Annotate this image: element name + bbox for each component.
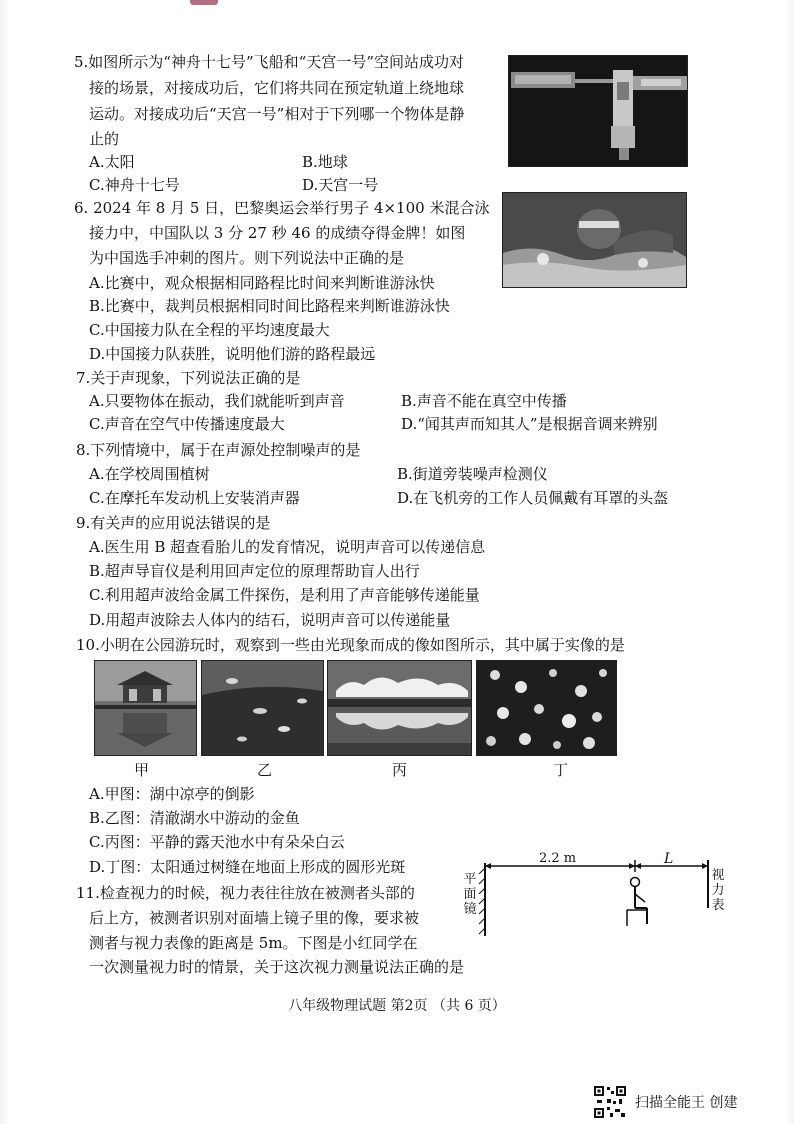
q5-line-1: 5.如图所示为“神舟十七号”飞船和“天宫一号”空间站成功对	[74, 53, 464, 71]
q6-option-d: D.中国接力队获胜，说明他们游的路程最远	[89, 345, 376, 363]
page-footer: 八年级物理试题 第2页 （共 6 页）	[288, 998, 506, 1014]
q8-stem: 8.下列情境中，属于在声源处控制噪声的是	[76, 441, 361, 459]
q8-option-a: A.在学校周围植树	[89, 465, 210, 483]
distance-label: 2.2 m	[539, 851, 577, 866]
l-label: L	[664, 851, 674, 867]
q6-line-1: 6. 2024 年 8 月 5 日，巴黎奥运会举行男子 4×100 米混合泳	[74, 199, 490, 217]
q7-option-a: A.只要物体在振动，我们就能听到声音	[89, 392, 345, 410]
q5-option-d: D.天宫一号	[302, 176, 379, 194]
seated-person-icon	[627, 878, 647, 927]
q11-line-3: 测者与视力表像的距离是 5m。下图是小红同学在	[89, 934, 418, 952]
q5-line-4: 止的	[89, 130, 120, 148]
photo-bing-clouds	[327, 660, 472, 756]
brand-label: 扫描全能王 创建	[635, 1095, 738, 1111]
q6-line-2: 接力中，中国队以 3 分 27 秒 46 的成绩夺得金牌！如图	[89, 224, 466, 242]
eye-test-diagram	[455, 848, 730, 940]
caption-ding: 丁	[553, 761, 569, 779]
qr-code-icon	[593, 1085, 627, 1119]
caption-jia: 甲	[134, 761, 150, 779]
q9-option-b: B.超声导盲仪是利用回声定位的原理帮助盲人出行	[89, 562, 420, 580]
q5-option-a: A.太阳	[89, 153, 135, 171]
q7-option-c: C.声音在空气中传播速度最大	[89, 415, 285, 433]
caption-yi: 乙	[257, 761, 273, 779]
q10-option-d: D.丁图：太阳通过树缝在地面上形成的圆形光斑	[89, 858, 406, 876]
mirror-label: 平 面 镜	[463, 872, 477, 917]
q5-line-2: 接的场景，对接成功后，它们将共同在预定轨道上绕地球	[89, 79, 465, 97]
spacecraft-docking-photo	[508, 55, 688, 167]
photo-jia-pavilion	[94, 660, 197, 756]
q7-stem: 7.关于声现象，下列说法正确的是	[76, 369, 301, 387]
eye-chart-label: 视 力 表	[711, 868, 725, 913]
q9-option-c: C.利用超声波给金属工件探伤，是利用了声音能够传递能量	[89, 586, 480, 604]
scanner-brand	[593, 1080, 737, 1124]
q9-stem: 9.有关声的应用说法错误的是	[76, 514, 271, 532]
q11-line-4: 一次测量视力时的情景，关于这次视力测量说法正确的是	[89, 958, 465, 976]
caption-bing: 丙	[392, 761, 408, 779]
q10-option-a: A.甲图：湖中凉亭的倒影	[89, 785, 255, 803]
q6-option-b: B.比赛中，裁判员根据相同时间比路程来判断谁游泳快	[89, 297, 450, 315]
q8-option-c: C.在摩托车发动机上安装消声器	[89, 489, 300, 507]
q5-option-b: B.地球	[302, 153, 348, 171]
q7-option-b: B.声音不能在真空中传播	[401, 392, 567, 410]
q5-option-c: C.神舟十七号	[89, 176, 180, 194]
q10-option-b: B.乙图：清澈湖水中游动的金鱼	[89, 809, 300, 827]
q8-option-d: D.在飞机旁的工作人员佩戴有耳罩的头盔	[397, 489, 669, 507]
q11-line-2: 后上方，被测者识别对面墙上镜子里的像，要求被	[89, 909, 420, 927]
q7-option-d: D.“闻其声而知其人”是根据音调来辨别	[401, 415, 658, 433]
q11-line-1: 11.检查视力的时候，视力表往往放在被测者头部的	[76, 884, 415, 902]
q6-line-3: 为中国选手冲刺的图片。则下列说法中正确的是	[89, 249, 405, 267]
q10-option-c: C.丙图：平静的露天池水中有朵朵白云	[89, 833, 345, 851]
q9-option-a: A.医生用 B 超查看胎儿的发育情况，说明声音可以传递信息	[89, 538, 486, 556]
q6-option-a: A.比赛中，观众根据相同路程比时间来判断谁游泳快	[89, 274, 435, 292]
photo-yi-goldfish	[201, 660, 324, 756]
q9-option-d: D.用超声波除去人体内的结石，说明声音可以传递能量	[89, 611, 451, 629]
q10-stem: 10.小明在公园游玩时，观察到一些由光现象而成的像如图所示，其中属于实像的是	[76, 636, 625, 654]
q6-option-c: C.中国接力队在全程的平均速度最大	[89, 321, 330, 339]
photo-ding-light-spots	[476, 660, 617, 756]
swimmer-photo	[502, 192, 687, 288]
q8-option-b: B.街道旁装噪声检测仪	[397, 465, 548, 483]
q5-line-3: 运动。对接成功后“天宫一号”相对于下列哪一个物体是静	[89, 105, 465, 123]
scan-mark	[190, 0, 218, 5]
